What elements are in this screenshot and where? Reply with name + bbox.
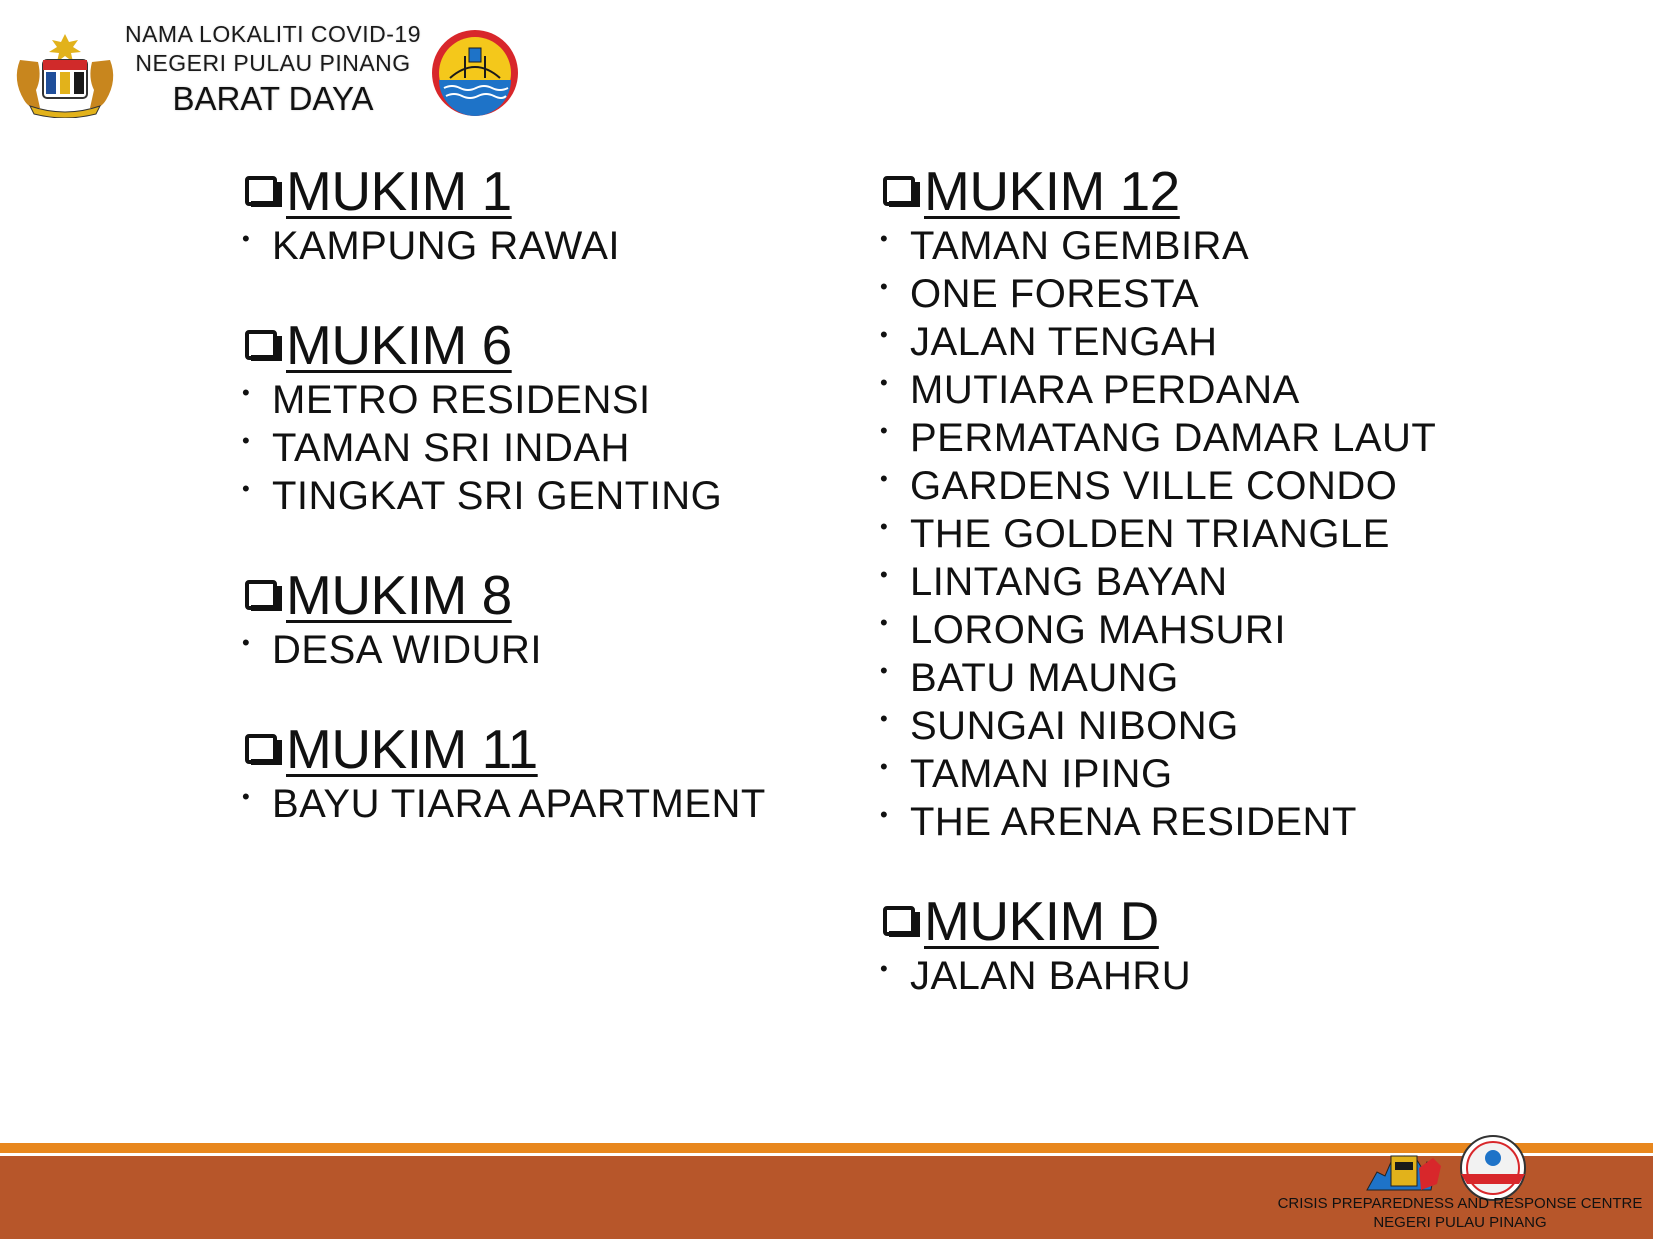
list-item: • THE ARENA RESIDENT <box>880 799 1357 844</box>
list-item: • DESA WIDURI <box>242 627 542 672</box>
section-title: MUKIM 1 <box>286 160 512 222</box>
section-title: MUKIM 6 <box>286 314 512 376</box>
list-item: • METRO RESIDENSI <box>242 377 651 422</box>
list-item: • JALAN BAHRU <box>880 953 1192 998</box>
section-mukim-1 <box>242 160 766 270</box>
left-column <box>242 160 766 872</box>
list-item: • BATU MAUNG <box>880 655 1179 700</box>
checkbox-square-icon <box>880 900 922 942</box>
list-item: • GARDENS VILLE CONDO <box>880 463 1398 508</box>
footer-line-2: NEGERI PULAU PINANG <box>1373 1214 1547 1231</box>
list-item: • JALAN TENGAH <box>880 319 1218 364</box>
malaysia-coat-of-arms-icon <box>10 30 120 118</box>
checkbox-square-icon <box>242 574 284 616</box>
checkbox-square-icon <box>242 324 284 366</box>
checkbox-square-icon <box>242 728 284 770</box>
list-item: • ONE FORESTA <box>880 271 1200 316</box>
list-item: • BAYU TIARA APARTMENT <box>242 781 766 826</box>
checkbox-square-icon <box>242 170 284 212</box>
footer-line-1: CRISIS PREPAREDNESS AND RESPONSE CENTRE <box>1277 1195 1643 1212</box>
header-line-2: NEGERI PULAU PINANG <box>135 50 411 76</box>
section-mukim-12 <box>880 160 1436 846</box>
list-item: • LORONG MAHSURI <box>880 607 1286 652</box>
list-item: • TAMAN SRI INDAH <box>242 425 630 470</box>
list-item: • KAMPUNG RAWAI <box>242 223 621 268</box>
section-title: MUKIM 12 <box>924 160 1180 222</box>
list-item: • SUNGAI NIBONG <box>880 703 1239 748</box>
district-title: BARAT DAYA <box>172 80 374 117</box>
list-item: • TAMAN IPING <box>880 751 1173 796</box>
list-item: • TAMAN GEMBIRA <box>880 223 1250 268</box>
list-item: • LINTANG BAYAN <box>880 559 1228 604</box>
section-mukim-11 <box>242 718 766 828</box>
right-column <box>880 160 1436 1044</box>
list-item: • THE GOLDEN TRIANGLE <box>880 511 1390 556</box>
list-item: • MUTIARA PERDANA <box>880 367 1300 412</box>
section-title: MUKIM 11 <box>286 718 538 780</box>
list-item: • PERMATANG DAMAR LAUT <box>880 415 1437 460</box>
penang-state-logo-icon <box>430 28 520 118</box>
section-mukim-8 <box>242 564 766 674</box>
page-header <box>118 20 428 120</box>
section-mukim-d <box>880 890 1436 1000</box>
checkbox-square-icon <box>880 170 922 212</box>
section-title: MUKIM 8 <box>286 564 512 626</box>
footer-organization <box>1270 1194 1650 1232</box>
section-title: MUKIM D <box>924 890 1159 952</box>
header-line-1: NAMA LOKALITI COVID-19 <box>124 21 422 47</box>
list-item: • TINGKAT SRI GENTING <box>242 473 723 518</box>
section-mukim-6 <box>242 314 766 520</box>
